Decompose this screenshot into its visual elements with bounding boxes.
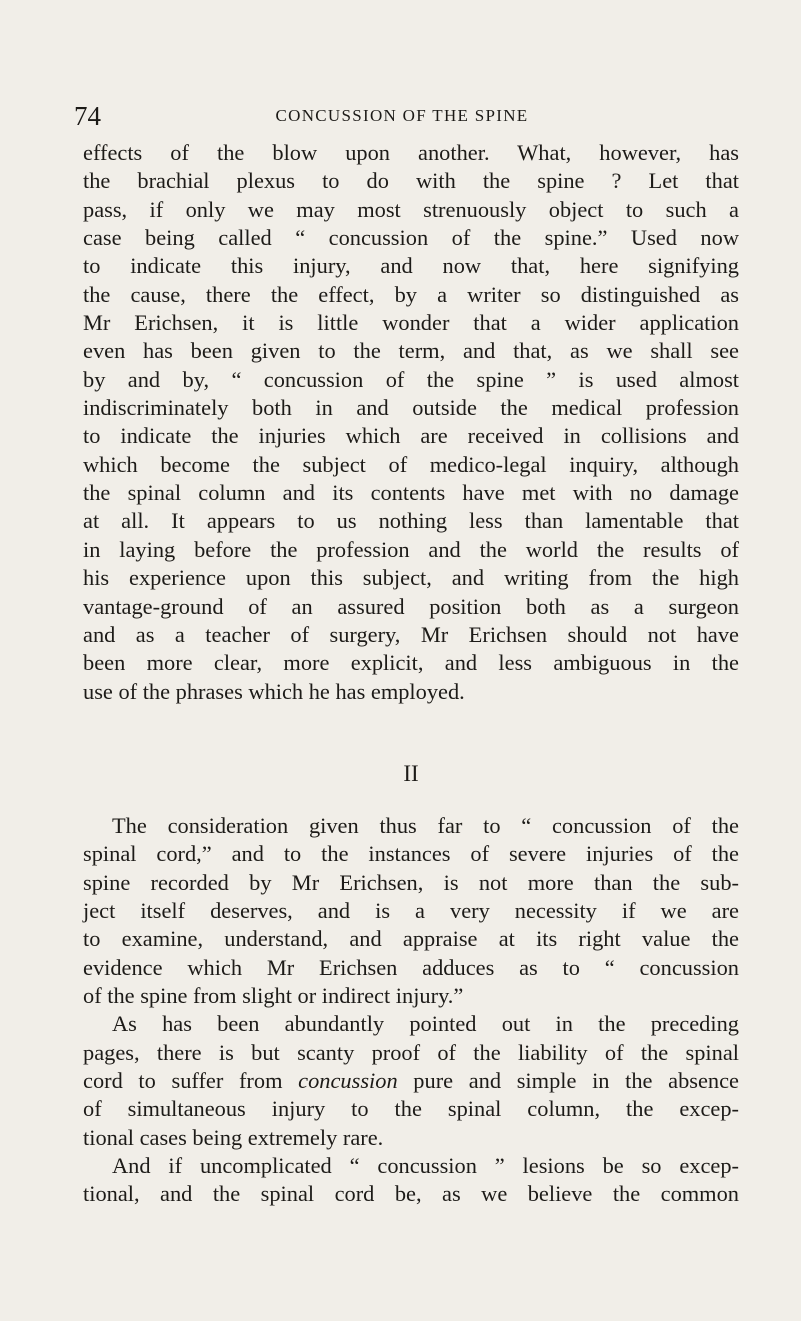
text-line: indiscriminately both in and outside the medical profession bbox=[83, 395, 739, 421]
text-line: pass, if only we may most strenuously object to such a bbox=[83, 196, 739, 222]
text-line: vantage-ground of an assured position both as a surgeon bbox=[83, 593, 739, 619]
section-heading: II bbox=[403, 761, 419, 786]
text-line: the cause, there the effect, by a writer so distinguished as bbox=[83, 281, 739, 307]
text-line: his experience upon this subject, and writing from the high bbox=[83, 565, 739, 591]
text-line: by and by, “ concussion of the spine ” is used almost bbox=[83, 366, 739, 392]
paragraph-body bbox=[83, 812, 739, 1209]
text-line: effects of the blow upon another. What, however, has bbox=[83, 140, 739, 165]
text-line bbox=[83, 1067, 739, 1095]
text-run: pure and simple in the absence bbox=[397, 1068, 739, 1094]
paragraph-continued bbox=[83, 139, 739, 706]
text-line: tional, and the spinal cord be, as we believe the common bbox=[83, 1181, 739, 1207]
page-number: 74 bbox=[74, 101, 101, 131]
text-line: which become the subject of medico-legal inquiry, although bbox=[83, 451, 739, 477]
text-line: pages, there is but scanty proof of the liability of the spinal bbox=[83, 1039, 739, 1065]
text-line: the brachial plexus to do with the spine ? Let that bbox=[83, 168, 739, 194]
text-line: and as a teacher of surgery, Mr Erichsen should not have bbox=[83, 621, 739, 647]
text-line: spine recorded by Mr Erichsen, is not more than the sub- bbox=[83, 869, 739, 895]
text-line: of the spine from slight or indirect injury.” bbox=[83, 983, 464, 1009]
text-line: use of the phrases which he has employed. bbox=[83, 678, 465, 704]
text-line: spinal cord,” and to the instances of severe injuries of the bbox=[83, 841, 739, 867]
text-line: to examine, understand, and appraise at its right value the bbox=[83, 926, 739, 952]
text-line: case being called “ concussion of the spine.” Used now bbox=[83, 225, 739, 251]
text-line: to indicate this injury, and now that, here signifying bbox=[83, 253, 739, 279]
text-line: Mr Erichsen, it is little wonder that a wider application bbox=[83, 310, 739, 336]
text-line: The consideration given thus far to “ concussion of the bbox=[112, 813, 739, 838]
text-line: in laying before the profession and the world the results of bbox=[83, 536, 739, 562]
italic-term: concussion bbox=[298, 1068, 398, 1094]
text-line: As has been abundantly pointed out in the preceding bbox=[112, 1011, 739, 1037]
text-line: And if uncomplicated “ concussion ” lesions be so excep- bbox=[112, 1153, 739, 1179]
text-line: of simultaneous injury to the spinal column, the excep- bbox=[83, 1096, 739, 1122]
text-line: evidence which Mr Erichsen adduces as to “ concussion bbox=[83, 954, 739, 980]
text-line: at all. It appears to us nothing less than lamentable that bbox=[83, 508, 739, 534]
chapter-title: CONCUSSION OF THE SPINE bbox=[275, 106, 529, 125]
text-line: been more clear, more explicit, and less ambiguous in the bbox=[83, 650, 739, 676]
text-line: even has been given to the term, and that, as we shall see bbox=[83, 338, 739, 364]
running-head bbox=[74, 101, 730, 131]
text-line: to indicate the injuries which are received in collisions and bbox=[83, 423, 739, 449]
text-line: the spinal column and its contents have met with no damage bbox=[83, 480, 739, 506]
text-line: tional cases being extremely rare. bbox=[83, 1124, 384, 1150]
text-line: ject itself deserves, and is a very necessity if we are bbox=[83, 898, 739, 924]
text-run: cord to suffer from bbox=[83, 1068, 299, 1094]
